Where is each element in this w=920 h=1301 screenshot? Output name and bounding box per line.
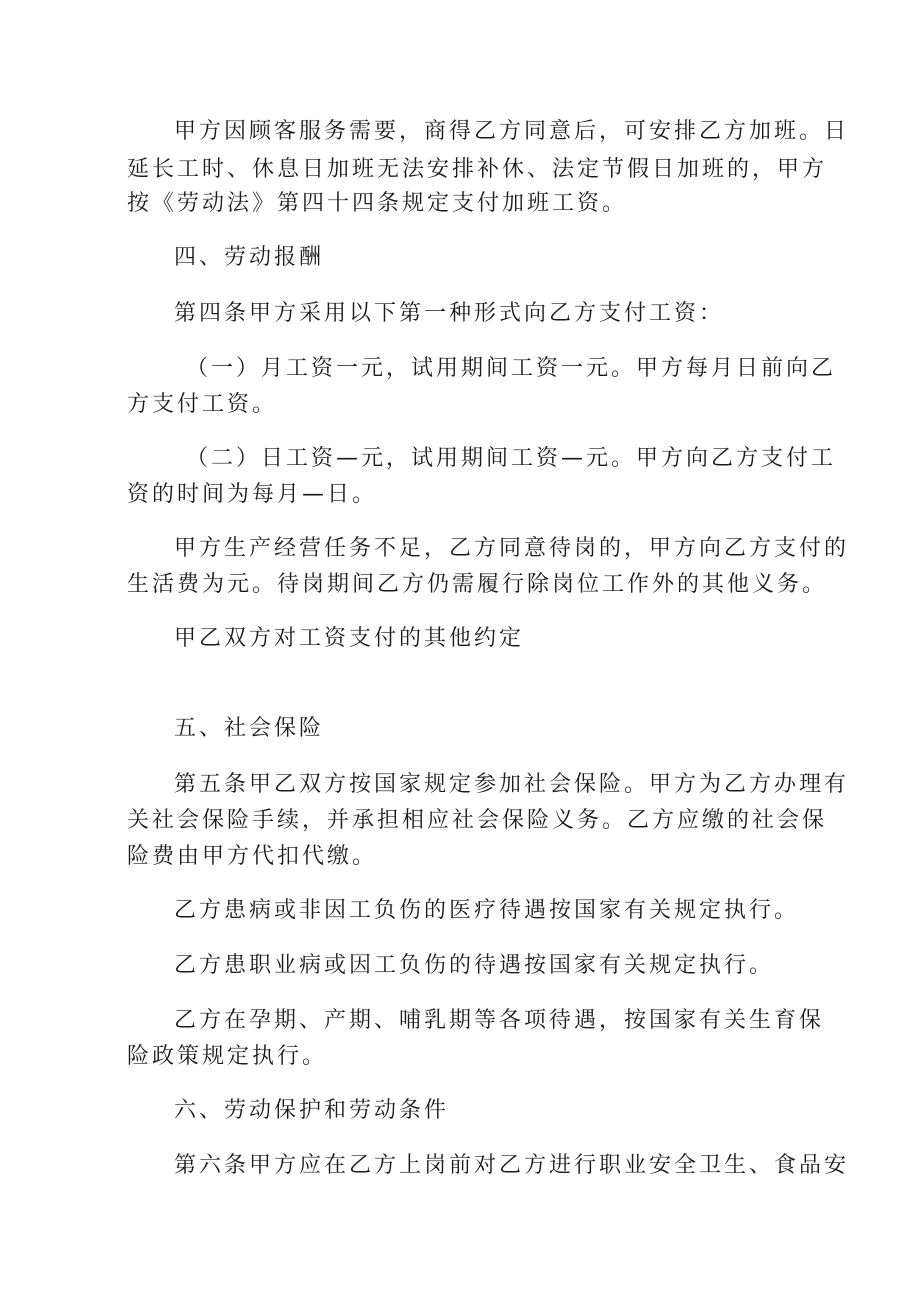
paragraph-line: 方支付工资。 bbox=[127, 392, 278, 417]
paragraph-line: 甲方因顾客服务需要，商得乙方同意后，可安排乙方加班。日 bbox=[174, 119, 850, 144]
paragraph-line: 延长工时、休息日加班无法安排补休、法定节假日加班的，甲方 bbox=[127, 157, 828, 182]
paragraph-line: 甲乙双方对工资支付的其他约定 bbox=[174, 626, 525, 651]
section-heading: 四、劳动报酬 bbox=[174, 245, 325, 270]
paragraph-line: （一）月工资一元，试用期间工资一元。甲方每月日前向乙 bbox=[186, 356, 837, 381]
paragraph-line: 险政策规定执行。 bbox=[127, 1044, 328, 1069]
section-heading: 六、劳动保护和劳动条件 bbox=[174, 1098, 450, 1123]
paragraph-line: 乙方在孕期、产期、哺乳期等各项待遇，按国家有关生育保 bbox=[174, 1008, 825, 1033]
article-line: 第六条甲方应在乙方上岗前对乙方进行职业安全卫生、食品安 bbox=[174, 1153, 850, 1178]
paragraph-line: 甲方生产经营任务不足，乙方同意待岗的，甲方向乙方支付的 bbox=[174, 536, 850, 561]
article-line: 第五条甲乙双方按国家规定参加社会保险。甲方为乙方办理有 bbox=[174, 772, 850, 797]
section-heading: 五、社会保险 bbox=[174, 716, 325, 741]
paragraph-line: 资的时间为每月—日。 bbox=[127, 482, 378, 507]
paragraph-line: （二）日工资—元，试用期间工资—元。甲方向乙方支付工 bbox=[186, 446, 837, 471]
paragraph-line: 关社会保险手续，并承担相应社会保险义务。乙方应缴的社会保 bbox=[127, 808, 828, 833]
paragraph-line: 按《劳动法》第四十四条规定支付加班工资。 bbox=[127, 191, 628, 216]
paragraph-line: 险费由甲方代扣代缴。 bbox=[127, 844, 378, 869]
paragraph-line: 生活费为元。待岗期间乙方仍需履行除岗位工作外的其他义务。 bbox=[127, 572, 828, 597]
paragraph-line: 乙方患病或非因工负伤的医疗待遇按国家有关规定执行。 bbox=[174, 898, 800, 923]
paragraph-line: 乙方患职业病或因工负伤的待遇按国家有关规定执行。 bbox=[174, 953, 775, 978]
article-line: 第四条甲方采用以下第一种形式向乙方支付工资： bbox=[174, 301, 725, 326]
